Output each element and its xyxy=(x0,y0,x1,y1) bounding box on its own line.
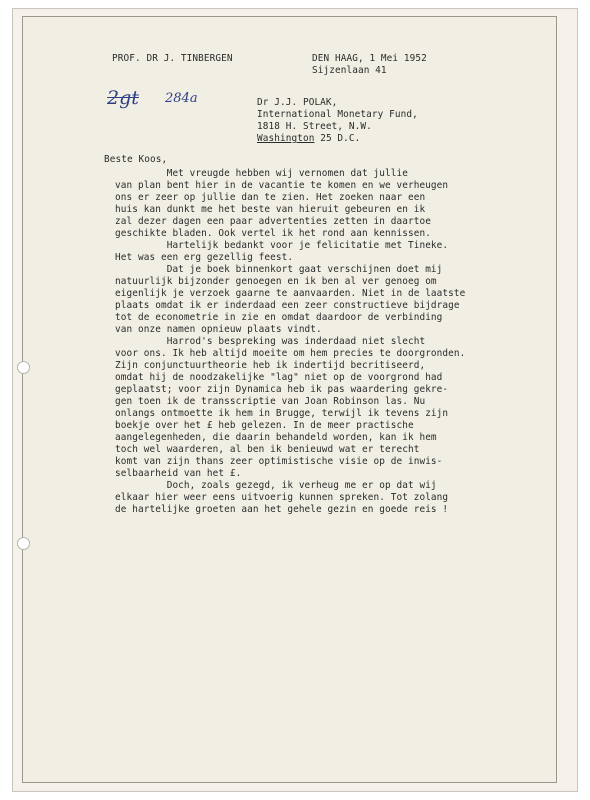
body-line: van plan bent hier in de vacantie te komen en we verheugen xyxy=(115,180,449,191)
letterhead-sender: PROF. DR J. TINBERGEN xyxy=(112,53,233,64)
body-line: Zijn conjunctuurtheorie heb ik indertijd becritiseerd, xyxy=(115,360,426,371)
recipient-street: 1818 H. Street, N.W. xyxy=(257,121,372,132)
salutation: Beste Koos, xyxy=(104,154,168,165)
body-line: Doch, zoals gezegd, ik verheug me er op dat wij xyxy=(115,480,437,491)
recipient-city-rest: 25 D.C. xyxy=(320,133,361,144)
letterhead-city-date: DEN HAAG, 1 Mei 1952 xyxy=(312,53,427,64)
body-line: selbaarheid van het £. xyxy=(115,468,242,479)
body-line: Dat je boek binnenkort gaat verschijnen doet mij xyxy=(115,264,443,275)
body-line: geschikte bladen. Ook vertel ik het rond aan kennissen. xyxy=(115,228,431,239)
body-line: aangelegenheden, die daarin behandeld worden, kan ik hem xyxy=(115,432,437,443)
body-line: zal dezer dagen een paar advertenties zetten in daartoe xyxy=(115,216,431,227)
recipient-name: Dr J.J. POLAK, xyxy=(257,97,338,108)
body-line: gen toen ik de transscriptie van Joan Robinson las. Nu xyxy=(115,396,426,407)
body-line: eigenlijk je verzoek gaarne te aanvaarden. Niet in de laatste xyxy=(115,288,466,299)
body-line: de hartelijke groeten aan het gehele gezin en goede reis ! xyxy=(115,504,449,515)
body-line: geplaatst; voor zijn Dynamica heb ik pas waardering gekre- xyxy=(115,384,449,395)
body-line: boekje over het £ heb gelezen. In de meer practische xyxy=(115,420,414,431)
body-line: komt van zijn thans zeer optimistische visie op de inwis- xyxy=(115,456,443,467)
recipient-org: International Monetary Fund, xyxy=(257,109,418,120)
letter-body xyxy=(115,168,555,516)
body-line: tot de econometrie in zie en omdat daardoor de verbinding xyxy=(115,312,443,323)
body-line: voor ons. Ik heb altijd moeite om hem precies te doorgronden. xyxy=(115,348,466,359)
body-line: plaats omdat ik er inderdaad een zeer constructieve bijdrage xyxy=(115,300,460,311)
letterhead-street: Sijzenlaan 41 xyxy=(312,65,387,76)
letter-sheet xyxy=(22,16,557,783)
body-line: ons er zeer op jullie dan te zien. Het zoeken naar een xyxy=(115,192,426,203)
body-line: natuurlijk bijzonder genoegen en ik ben al ver genoeg om xyxy=(115,276,437,287)
body-line: onlangs ontmoette ik hem in Brugge, terwijl ik tevens zijn xyxy=(115,408,449,419)
recipient-city-word: Washington xyxy=(257,133,315,144)
body-line: toch wel waarderen, al ben ik benieuwd wat er terecht xyxy=(115,444,420,455)
handwritten-crossed-mark: 2gt xyxy=(107,87,139,109)
punch-hole-top xyxy=(17,361,30,374)
body-line: Harrod's bespreking was inderdaad niet slecht xyxy=(115,336,426,347)
recipient-city xyxy=(257,133,360,145)
body-line: omdat hij de noodzakelijke "lag" niet op de voorgrond had xyxy=(115,372,443,383)
punch-hole-bottom xyxy=(17,537,30,550)
body-line: van onze namen opnieuw plaats vindt. xyxy=(115,324,322,335)
body-line: huis kan dunkt me het beste van hieruit gebeuren en ik xyxy=(115,204,426,215)
body-line: elkaar hier weer eens uitvoerig kunnen spreken. Tot zolang xyxy=(115,492,449,503)
body-line: Hartelijk bedankt voor je felicitatie met Tineke. xyxy=(115,240,449,251)
handwritten-number-mark: 284a xyxy=(165,91,198,106)
body-line: Met vreugde hebben wij vernomen dat jullie xyxy=(115,168,408,179)
body-line: Het was een erg gezellig feest. xyxy=(115,252,294,263)
